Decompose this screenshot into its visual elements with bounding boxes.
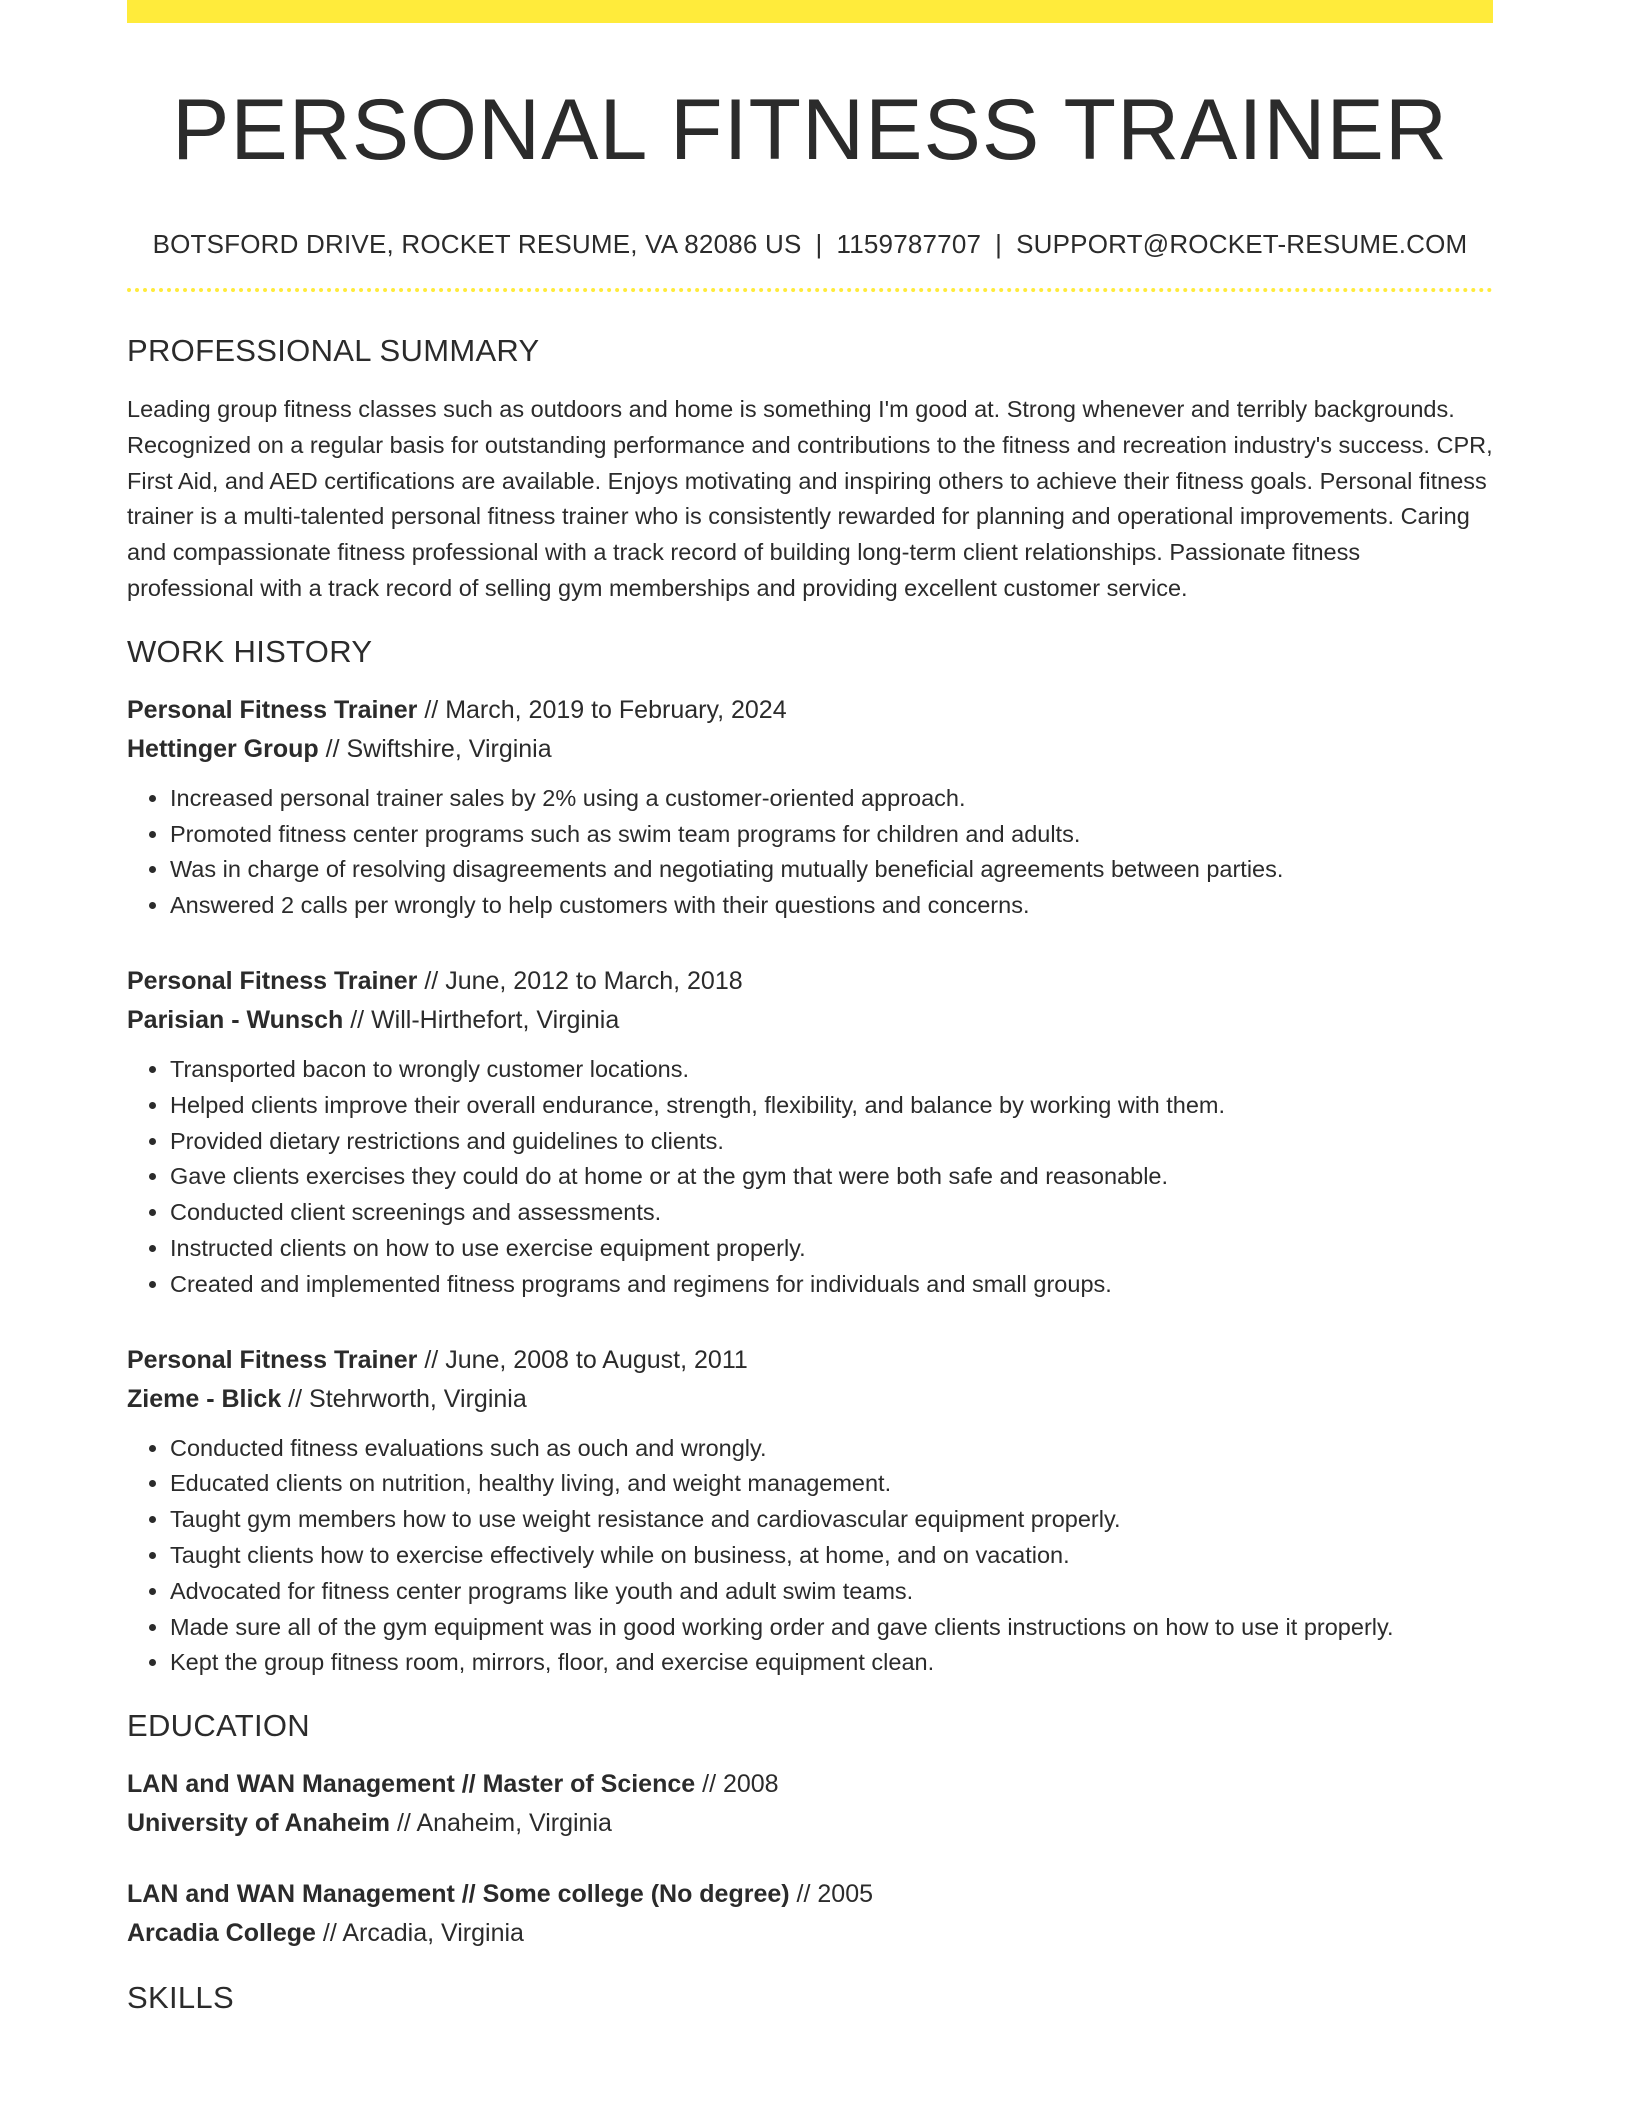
job-bullets: [127, 1431, 1493, 1682]
job-company: Parisian - Wunsch: [127, 1005, 344, 1034]
job-position: Personal Fitness Trainer: [127, 966, 418, 995]
education-heading: EDUCATION: [127, 1708, 310, 1744]
dotted-divider: [127, 288, 1493, 292]
education-divider: //: [789, 1880, 818, 1909]
list-item: • Promoted fitness center programs such as swim team programs for children and adults.: [170, 817, 1493, 853]
job-dates: June, 2012 to March, 2018: [445, 966, 743, 995]
list-item: • Answered 2 calls per wrongly to help customers with their questions and concerns.: [170, 888, 1493, 924]
job-divider: //: [318, 734, 347, 763]
education-year: 2008: [722, 1770, 779, 1799]
list-item: • Transported bacon to wrongly customer locations.: [170, 1052, 1493, 1088]
job-divider: //: [417, 1345, 446, 1374]
education-school: Arcadia College: [127, 1919, 316, 1948]
education-year: 2005: [817, 1880, 874, 1909]
list-item: • Created and implemented fitness programs and regimens for individuals and small groups.: [170, 1267, 1493, 1303]
work-history-heading: WORK HISTORY: [127, 633, 373, 669]
contact-phone: 1159787707: [836, 229, 982, 259]
job-divider: //: [417, 966, 446, 995]
job-entry: [127, 691, 1493, 924]
contact-email: SUPPORT@ROCKET-RESUME.COM: [1016, 229, 1468, 259]
list-item: • Increased personal trainer sales by 2% using a customer-oriented approach.: [170, 781, 1493, 817]
job-company: Zieme - Blick: [127, 1384, 282, 1413]
education-entry: [127, 1765, 1493, 1843]
education-divider: //: [695, 1770, 723, 1799]
contact-separator: |: [995, 229, 1003, 259]
job-position: Personal Fitness Trainer: [127, 1345, 418, 1374]
job-title-line: [127, 691, 1493, 730]
job-company: Hettinger Group: [127, 734, 319, 763]
job-location: Will-Hirthefort, Virginia: [371, 1005, 620, 1034]
list-item: • Taught clients how to exercise effectively while on business, at home, and on vacation.: [170, 1538, 1493, 1574]
job-dates: March, 2019 to February, 2024: [445, 695, 787, 724]
work-history-list: [127, 691, 1493, 1681]
job-title-line: [127, 962, 1493, 1001]
job-location: Stehrworth, Virginia: [309, 1384, 527, 1413]
list-item: • Kept the group fitness room, mirrors, floor, and exercise equipment clean.: [170, 1645, 1493, 1681]
job-bullets: [127, 781, 1493, 924]
education-entry: [127, 1875, 1493, 1953]
education-degree-line: [127, 1765, 1493, 1804]
job-entry: [127, 1341, 1493, 1682]
contact-address: BOTSFORD DRIVE, ROCKET RESUME, VA 82086 US: [152, 229, 802, 259]
job-position: Personal Fitness Trainer: [127, 695, 418, 724]
list-item: • Taught gym members how to use weight resistance and cardiovascular equipment properly.: [170, 1502, 1493, 1538]
education-school: University of Anaheim: [127, 1809, 391, 1838]
job-company-line: [127, 730, 1493, 769]
education-degree: LAN and WAN Management // Master of Science: [127, 1770, 696, 1799]
education-divider: //: [390, 1809, 417, 1838]
list-item: • Was in charge of resolving disagreements and negotiating mutually beneficial agreements between parties.: [170, 852, 1493, 888]
summary-text: Leading group fitness classes such as outdoors and home is something I'm good at. Strong whenever and terribly backgrounds. Recognized on a regular basis for outstanding performance and contributions to the fitness and recreation industry's success. CPR, First Aid, and AED certifications are available. Enjoys motivating and inspiring others to achieve their fitness goals. Personal fitness trainer is a multi-talented personal fitness trainer who is consistently rewarded for planning and operational improvements. Caring and compassionate fitness professional with a track record of building long-term client relationships. Passionate fitness professional with a track record of selling gym memberships and providing excellent customer service.: [127, 396, 1493, 601]
skills-heading: SKILLS: [127, 1980, 234, 2016]
job-title-line: [127, 1341, 1493, 1380]
contact-line: [127, 228, 1493, 260]
education-school-line: [127, 1914, 1493, 1953]
education-location: Anaheim, Virginia: [416, 1809, 612, 1838]
job-company-line: [127, 1380, 1493, 1419]
list-item: • Gave clients exercises they could do at home or at the gym that were both safe and reasonable.: [170, 1159, 1493, 1195]
summary-heading: PROFESSIONAL SUMMARY: [127, 333, 540, 368]
education-degree-line: [127, 1875, 1493, 1914]
education-degree: LAN and WAN Management // Some college (No degree): [127, 1880, 790, 1909]
resume-content: [127, 0, 1493, 2017]
page-title: PERSONAL FITNESS TRAINER: [171, 82, 1449, 178]
job-bullets: [127, 1052, 1493, 1303]
list-item: • Conducted fitness evaluations such as ouch and wrongly.: [170, 1431, 1493, 1467]
job-dates: June, 2008 to August, 2011: [445, 1345, 748, 1374]
list-item: • Conducted client screenings and assessments.: [170, 1195, 1493, 1231]
list-item: • Instructed clients on how to use exercise equipment properly.: [170, 1231, 1493, 1267]
job-company-line: [127, 1001, 1493, 1040]
job-location: Swiftshire, Virginia: [346, 734, 552, 763]
job-divider: //: [281, 1384, 310, 1413]
job-divider: //: [417, 695, 446, 724]
list-item: • Educated clients on nutrition, healthy living, and weight management.: [170, 1466, 1493, 1502]
list-item: • Helped clients improve their overall endurance, strength, flexibility, and balance by working with them.: [170, 1088, 1493, 1124]
education-divider: //: [315, 1919, 343, 1948]
job-entry: [127, 962, 1493, 1303]
education-school-line: [127, 1804, 1493, 1843]
contact-separator: |: [815, 229, 823, 259]
list-item: • Made sure all of the gym equipment was in good working order and gave clients instructions on how to use it properly.: [170, 1610, 1493, 1646]
list-item: • Provided dietary restrictions and guidelines to clients.: [170, 1124, 1493, 1160]
job-divider: //: [343, 1005, 372, 1034]
list-item: • Advocated for fitness center programs like youth and adult swim teams.: [170, 1574, 1493, 1610]
education-location: Arcadia, Virginia: [342, 1919, 524, 1948]
